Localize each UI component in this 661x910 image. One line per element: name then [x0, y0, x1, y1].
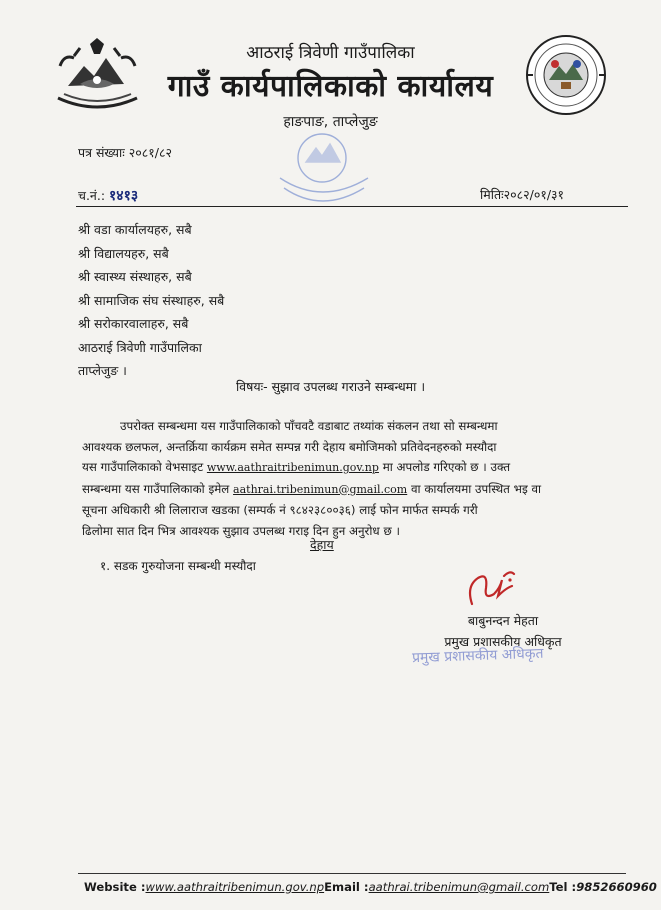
- recipient-item: श्री विद्यालयहरु, सबै: [78, 245, 169, 261]
- footer-website-link[interactable]: www.aathraitribenimun.gov.np: [145, 880, 325, 894]
- website-link[interactable]: www.aathraitribenimun.gov.np: [206, 461, 379, 474]
- email-link[interactable]: aathrai.tribenimun@gmail.com: [233, 482, 408, 496]
- body-text: वा कार्यालयमा उपस्थित भइ वा: [410, 481, 542, 496]
- body-text: यस गाउँपालिकाको वेभसाइट: [82, 460, 204, 474]
- letter-number: [78, 144, 172, 161]
- annex-item: १. सडक गुरुयोजना सम्बन्धी मस्यौदा: [100, 559, 256, 573]
- chalani-value: १४१३: [109, 188, 139, 204]
- signatory-title: प्रमुख प्रशासकीय अधिकृत: [444, 634, 562, 649]
- handwritten-signature-icon: [458, 566, 528, 614]
- body-text: सम्बन्धमा यस गाउँपालिकाको इमेल: [82, 481, 230, 496]
- body-line: आवश्यक छलफल, अन्तर्क्रिया कार्यक्रम समेत सम्पन्न गरी देहाय बमोजिमको प्रतिवेदनहरुको मस्यौदा: [82, 439, 497, 454]
- date-value: २०८२/०१/३१: [503, 187, 565, 202]
- body-line: उपरोक्त सम्बन्धमा यस गाउँपालिकाको पाँचवटै वडाबाट तथ्यांक संकलन तथा सो सम्बन्धमा: [120, 419, 498, 433]
- recipient-list: [78, 218, 224, 383]
- footer-email-label: Email :: [324, 880, 369, 894]
- recipient-item: श्री स्वास्थ्य संस्थाहरु, सबै: [78, 269, 192, 284]
- body-line: सूचना अधिकारी श्री लिलाराज खडका (सम्पर्क नं ९८४२३८००३६) लाई फोन मार्फत सम्पर्क गरी: [82, 503, 478, 517]
- body-line: ढिलोमा सात दिन भित्र आवश्यक सुझाव उपलब्ध गराइ दिन हुन अनुरोध छ ।: [82, 523, 400, 538]
- recipient-item: ताप्लेजुङ ।: [78, 363, 127, 378]
- designation-stamp: प्रमुख प्रशासकीय अधिकृत: [411, 645, 544, 667]
- office-stamp-icon: [270, 128, 375, 208]
- recipient-item: श्री वडा कार्यालयहरु, सबै: [78, 222, 192, 237]
- body-line: [82, 479, 582, 501]
- recipient-item: श्री सामाजिक संघ संस्थाहरु, सबै: [78, 292, 225, 308]
- footer-contact: [84, 880, 657, 894]
- letter-number-label: पत्र संख्याः: [78, 145, 125, 160]
- chalani-number: [78, 186, 138, 205]
- chalani-label: च.नं.:: [78, 188, 106, 203]
- letter-number-value: २०८१/८२: [128, 145, 172, 160]
- footer-divider: [78, 873, 626, 874]
- body-line: [82, 457, 582, 479]
- recipient-item: श्री सरोकारवालाहरु, सबै: [78, 316, 189, 331]
- municipality-name: आठराई त्रिवेणी गाउँपालिका: [246, 43, 415, 63]
- footer-email-link[interactable]: aathrai.tribenimun@gmail.com: [368, 880, 550, 894]
- footer-website-label: Website :: [84, 880, 146, 894]
- header-divider: [76, 206, 628, 207]
- footer-tel-value: 9852660960: [576, 880, 657, 894]
- letter-subject: विषयः- सुझाव उपलब्ध गराउने सम्बन्धमा ।: [235, 379, 426, 394]
- office-address: हाङपाङ, ताप्लेजुङ: [283, 114, 378, 130]
- municipality-seal-icon: [525, 34, 607, 116]
- recipient-item: आठराई त्रिवेणी गाउँपालिका: [78, 339, 202, 355]
- footer-tel-label: Tel :: [549, 880, 577, 894]
- date-label: मितिः: [480, 187, 504, 202]
- body-text: मा अपलोड गरिएको छ । उक्त: [382, 460, 511, 474]
- office-title: गाउँ कार्यपालिकाको कार्यालय: [167, 69, 494, 104]
- annex-heading: देहाय: [310, 537, 334, 552]
- letter-date: [480, 186, 564, 203]
- body-paragraph: [82, 416, 582, 541]
- signatory-name: बाबुनन्दन मेहता: [467, 613, 539, 628]
